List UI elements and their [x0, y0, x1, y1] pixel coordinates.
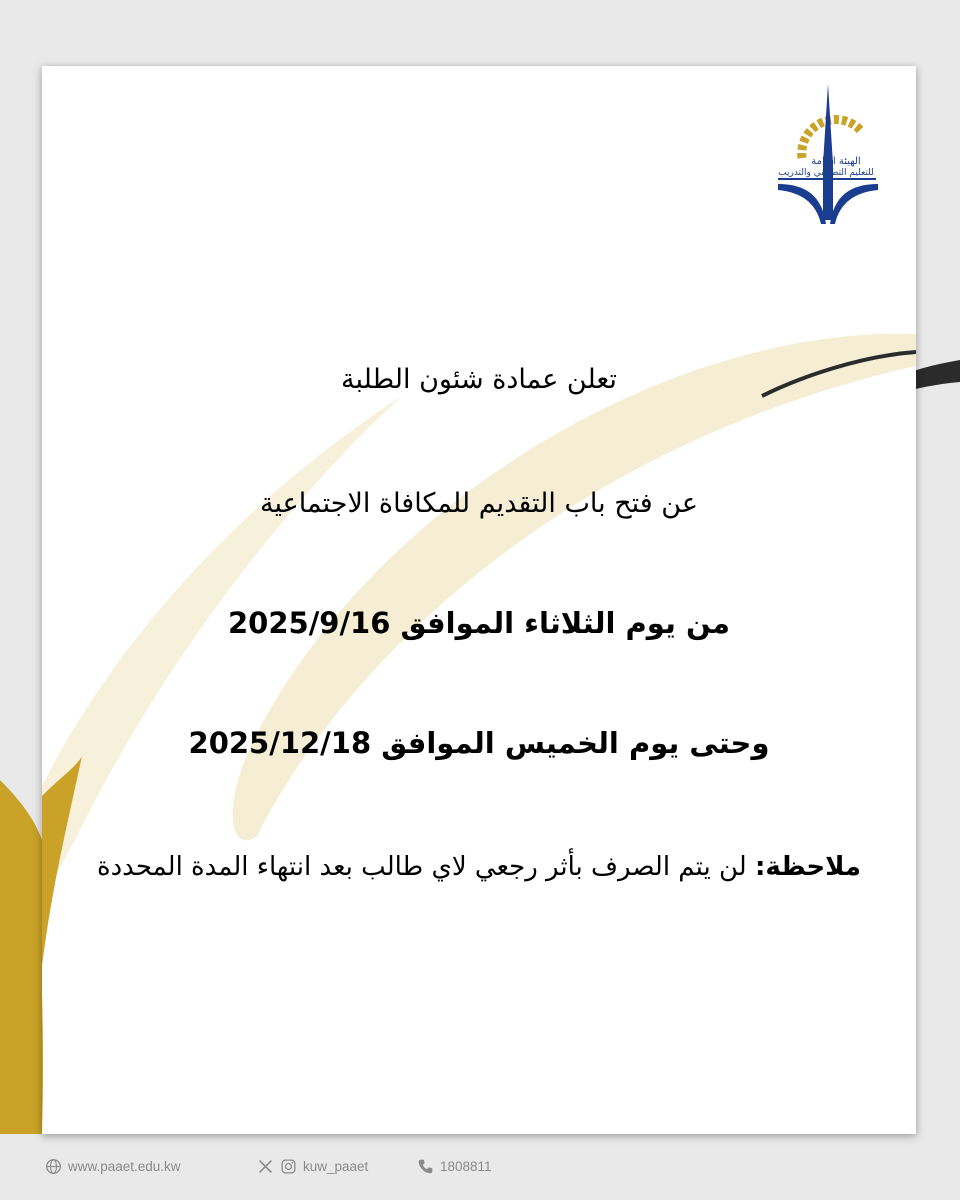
paaet-logo	[776, 84, 880, 230]
footer-website[interactable]	[45, 1158, 181, 1175]
announcement-start-date: من يوم الثلاثاء الموافق 2025/9/16	[227, 606, 730, 640]
x-logo-icon	[257, 1158, 274, 1175]
logo-text-line2: للتعليم التطبيقي والتدريب	[778, 168, 874, 178]
footer	[45, 1156, 905, 1180]
announcement-card	[42, 66, 916, 1134]
website-text: www.paaet.edu.kw	[68, 1159, 181, 1174]
footer-social[interactable]	[257, 1158, 368, 1175]
footer-phone[interactable]	[417, 1158, 492, 1175]
announcement-line-1: تعلن عمادة شئون الطلبة	[341, 364, 617, 395]
phone-icon	[417, 1158, 434, 1175]
instagram-icon	[280, 1158, 297, 1175]
note-label: ملاحظة:	[754, 852, 862, 882]
announcement-end-date: وحتى يوم الخميس الموافق 2025/12/18	[188, 726, 770, 760]
social-handle-text: kuw_paaet	[303, 1159, 369, 1174]
announcement-line-2: عن فتح باب التقديم للمكافاة الاجتماعية	[260, 488, 698, 519]
announcement-note	[42, 852, 916, 882]
logo-text-line1: الهيئة العامة	[811, 156, 861, 167]
globe-icon	[45, 1158, 62, 1175]
phone-text: 1808811	[440, 1159, 492, 1174]
note-text: لن يتم الصرف بأثر رجعي لاي طالب بعد انتهاء المدة المحددة	[96, 852, 755, 882]
